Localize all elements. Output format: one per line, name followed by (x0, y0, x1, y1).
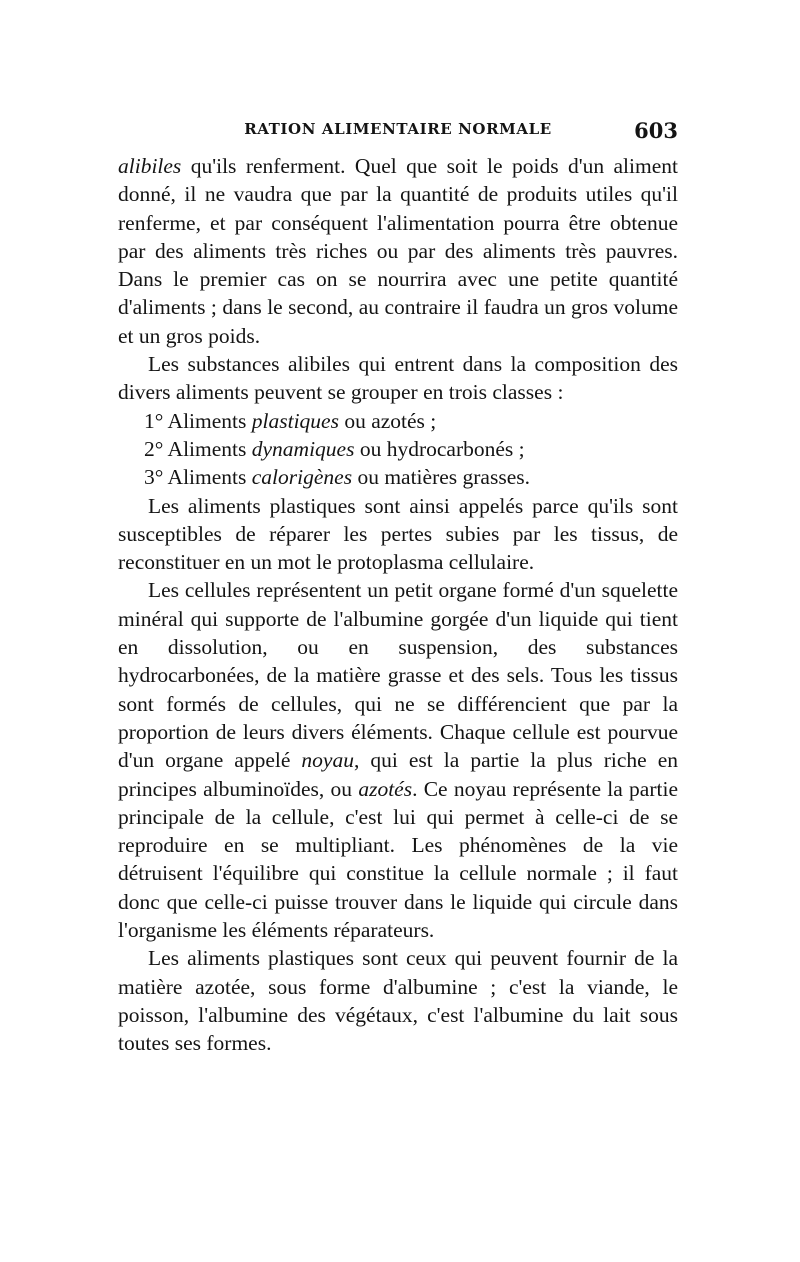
paragraph-4-part-3: . Ce noyau représente la partie principale de la cellule, c'est lui qui permet à celle-ci de se reproduire en se multipliant. Les phénomènes de la vie détruisent l'équilibre qui constitue la cellule normale ; il faut donc que celle-ci puisse trouver dans le liquide qui circule dans l'organisme les éléments réparateurs. (118, 776, 678, 943)
list-item-2-term: dynamiques (251, 436, 355, 461)
list-item-3 (118, 463, 678, 491)
list-item-2-rest: ou hydrocarbonés ; (354, 436, 525, 461)
paragraph-4-part-1: Les cellules représentent un petit organe formé d'un squelette minéral qui supporte de l'albumine gorgée d'un liquide qui tient en dissolution, ou en suspension, des substances hydrocarbonées, de la matière grasse et des sels. Tous les tissus sont formés de cellules, qui ne se différencient que par la proportion de leurs divers éléments. Chaque cellule est pourvue d'un organe appelé (118, 578, 678, 773)
list-item-1-num: 1° Aliments (144, 408, 252, 433)
paragraph-3: Les aliments plastiques sont ainsi appelés parce qu'ils sont susceptibles de réparer les pertes subies par les tissus, de reconstituer en un mot le protoplasma cellulaire. (118, 493, 678, 575)
list-item-2-num: 2° Aliments (144, 436, 252, 461)
body-text (118, 152, 678, 1058)
list-item-1 (118, 407, 678, 435)
running-head (118, 120, 678, 146)
list-item-3-term: calorigènes (251, 465, 353, 490)
paragraph-4-italic-azotes: azotés (358, 776, 413, 801)
page-number: 603 (634, 118, 678, 143)
paragraph-1-italic-start: alibiles (118, 154, 182, 178)
list-item-3-rest: ou matières grasses. (352, 465, 530, 490)
list-item-1-term: plastiques (251, 408, 339, 433)
running-head-title: RATION ALIMENTAIRE NORMALE (244, 120, 552, 138)
paragraph-4-italic-noyau: noyau (301, 748, 354, 773)
paragraph-1 (118, 152, 678, 350)
paragraph-2: Les substances alibiles qui entrent dans la composition des divers aliments peuvent se grouper en trois classes : (118, 352, 678, 405)
list-item-2 (118, 435, 678, 463)
paragraph-4 (118, 576, 678, 944)
list-item-3-num: 3° Aliments (144, 465, 252, 490)
paragraph-1-text: qu'ils renferment. Quel que soit le poids d'un aliment donné, il ne vaudra que par la quantité de produits utiles qu'il renferme, et par conséquent l'alimentation pourra être obtenue par des aliments très riches ou par des aliments très pauvres. Dans le premier cas on se nourrira avec une petite quantité d'aliments ; dans le second, au contraire il faudra un gros volume et un gros poids. (118, 154, 678, 348)
paragraph-4-part-2: , qui est la partie la plus riche en principes albuminoïdes, ou (118, 748, 678, 801)
list-item-1-rest: ou azotés ; (338, 408, 437, 433)
paragraph-5: Les aliments plastiques sont ceux qui peuvent fournir de la matière azotée, sous forme d'albumine ; c'est la viande, le poisson, l'albumine des végétaux, c'est l'albumine du lait sous toutes ses formes. (118, 946, 678, 1056)
